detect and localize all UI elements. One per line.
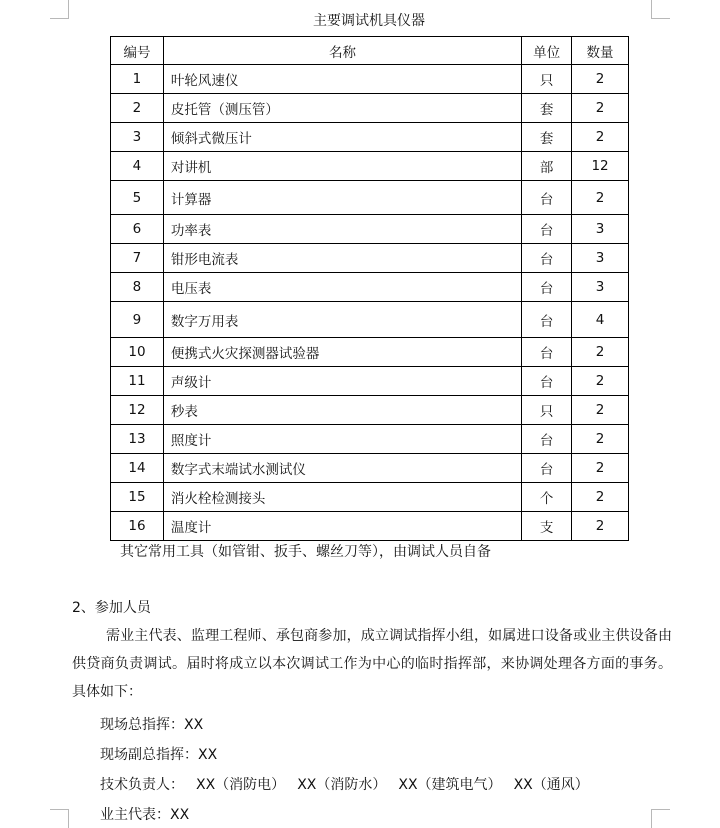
table-row <box>111 244 629 273</box>
row-number-cell: 8 <box>111 273 164 302</box>
row-quantity-cell: 3 <box>572 244 629 273</box>
row-name-cell: 功率表 <box>163 215 521 244</box>
row-unit-cell: 台 <box>522 244 572 273</box>
deputy-commander-line: 现场副总指挥：XX <box>100 747 218 763</box>
row-name-cell: 消火栓检测接头 <box>163 483 521 512</box>
row-unit-cell: 台 <box>522 181 572 215</box>
table-title: 主要调试机具仪器 <box>313 13 425 29</box>
row-number-cell: 7 <box>111 244 164 273</box>
row-quantity-cell: 2 <box>572 454 629 483</box>
row-quantity-cell: 2 <box>572 483 629 512</box>
row-quantity-cell: 4 <box>572 302 629 338</box>
table-row <box>111 215 629 244</box>
table-row <box>111 512 629 541</box>
row-unit-cell: 台 <box>522 338 572 367</box>
equipment-table-body <box>111 65 629 541</box>
row-quantity-cell: 2 <box>572 123 629 152</box>
table-row <box>111 152 629 181</box>
row-number-cell: 6 <box>111 215 164 244</box>
technical-lead-item: XX（消防水） <box>297 777 387 793</box>
row-quantity-cell: 2 <box>572 425 629 454</box>
row-name-cell: 声级计 <box>163 367 521 396</box>
header-quantity: 数量 <box>572 37 629 65</box>
row-quantity-cell: 2 <box>572 338 629 367</box>
header-unit: 单位 <box>522 37 572 65</box>
row-name-cell: 钳形电流表 <box>163 244 521 273</box>
row-unit-cell: 只 <box>522 65 572 94</box>
row-unit-cell: 台 <box>522 215 572 244</box>
technical-lead-item: XX（建筑电气） <box>398 777 502 793</box>
technical-lead-item: XX（通风） <box>513 777 589 793</box>
row-number-cell: 14 <box>111 454 164 483</box>
row-quantity-cell: 2 <box>572 181 629 215</box>
row-quantity-cell: 2 <box>572 94 629 123</box>
table-row <box>111 454 629 483</box>
row-name-cell: 皮托管（测压管） <box>163 94 521 123</box>
table-header-row <box>111 37 629 65</box>
row-number-cell: 10 <box>111 338 164 367</box>
row-number-cell: 11 <box>111 367 164 396</box>
row-quantity-cell: 2 <box>572 65 629 94</box>
row-name-cell: 数字式末端试水测试仪 <box>163 454 521 483</box>
table-row <box>111 65 629 94</box>
row-name-cell: 对讲机 <box>163 152 521 181</box>
row-unit-cell: 部 <box>522 152 572 181</box>
row-name-cell: 计算器 <box>163 181 521 215</box>
row-name-cell: 电压表 <box>163 273 521 302</box>
row-unit-cell: 支 <box>522 512 572 541</box>
row-quantity-cell: 2 <box>572 367 629 396</box>
row-quantity-cell: 3 <box>572 215 629 244</box>
row-unit-cell: 套 <box>522 94 572 123</box>
row-quantity-cell: 2 <box>572 512 629 541</box>
table-row <box>111 338 629 367</box>
row-unit-cell: 台 <box>522 425 572 454</box>
table-row <box>111 123 629 152</box>
row-number-cell: 1 <box>111 65 164 94</box>
technical-lead-line <box>100 774 589 794</box>
table-row <box>111 483 629 512</box>
row-unit-cell: 套 <box>522 123 572 152</box>
page-corner-mark-top-right <box>651 0 670 19</box>
row-number-cell: 12 <box>111 396 164 425</box>
row-quantity-cell: 2 <box>572 396 629 425</box>
row-name-cell: 秒表 <box>163 396 521 425</box>
row-number-cell: 3 <box>111 123 164 152</box>
header-number: 编号 <box>111 37 164 65</box>
row-quantity-cell: 3 <box>572 273 629 302</box>
row-number-cell: 13 <box>111 425 164 454</box>
row-name-cell: 照度计 <box>163 425 521 454</box>
row-number-cell: 15 <box>111 483 164 512</box>
chief-commander-line: 现场总指挥：XX <box>100 717 204 733</box>
row-name-cell: 倾斜式微压计 <box>163 123 521 152</box>
section-heading: 2、参加人员 <box>72 600 151 616</box>
header-name: 名称 <box>163 37 521 65</box>
table-row <box>111 94 629 123</box>
table-row <box>111 367 629 396</box>
row-name-cell: 便携式火灾探测器试验器 <box>163 338 521 367</box>
row-quantity-cell: 12 <box>572 152 629 181</box>
table-row <box>111 181 629 215</box>
table-row <box>111 273 629 302</box>
row-number-cell: 5 <box>111 181 164 215</box>
row-name-cell: 温度计 <box>163 512 521 541</box>
equipment-table <box>110 36 629 541</box>
row-name-cell: 叶轮风速仪 <box>163 65 521 94</box>
page-corner-mark-bottom-left <box>50 809 69 828</box>
section-paragraph: 需业主代表、监理工程师、承包商参加，成立调试指挥小组，如属进口设备或业主供设备由供贷商负责调试。届时将成立以本次调试工作为中心的临时指挥部，来协调处理各方面的事务。具体如下： <box>72 628 672 700</box>
row-unit-cell: 台 <box>522 273 572 302</box>
row-unit-cell: 台 <box>522 367 572 396</box>
row-unit-cell: 只 <box>522 396 572 425</box>
row-unit-cell: 台 <box>522 454 572 483</box>
page-corner-mark-bottom-right <box>651 809 670 828</box>
table-row <box>111 302 629 338</box>
row-unit-cell: 台 <box>522 302 572 338</box>
table-row <box>111 396 629 425</box>
technical-lead-label: 技术负责人： <box>100 777 184 793</box>
table-row <box>111 425 629 454</box>
row-name-cell: 数字万用表 <box>163 302 521 338</box>
technical-lead-item: XX（消防电） <box>196 777 286 793</box>
row-unit-cell: 个 <box>522 483 572 512</box>
row-number-cell: 9 <box>111 302 164 338</box>
tools-note: 其它常用工具（如管钳、扳手、螺丝刀等），由调试人员自备 <box>120 544 491 560</box>
page-corner-mark-top-left <box>50 0 69 19</box>
row-number-cell: 2 <box>111 94 164 123</box>
row-number-cell: 4 <box>111 152 164 181</box>
owner-representative-line: 业主代表：XX <box>100 807 190 823</box>
row-number-cell: 16 <box>111 512 164 541</box>
